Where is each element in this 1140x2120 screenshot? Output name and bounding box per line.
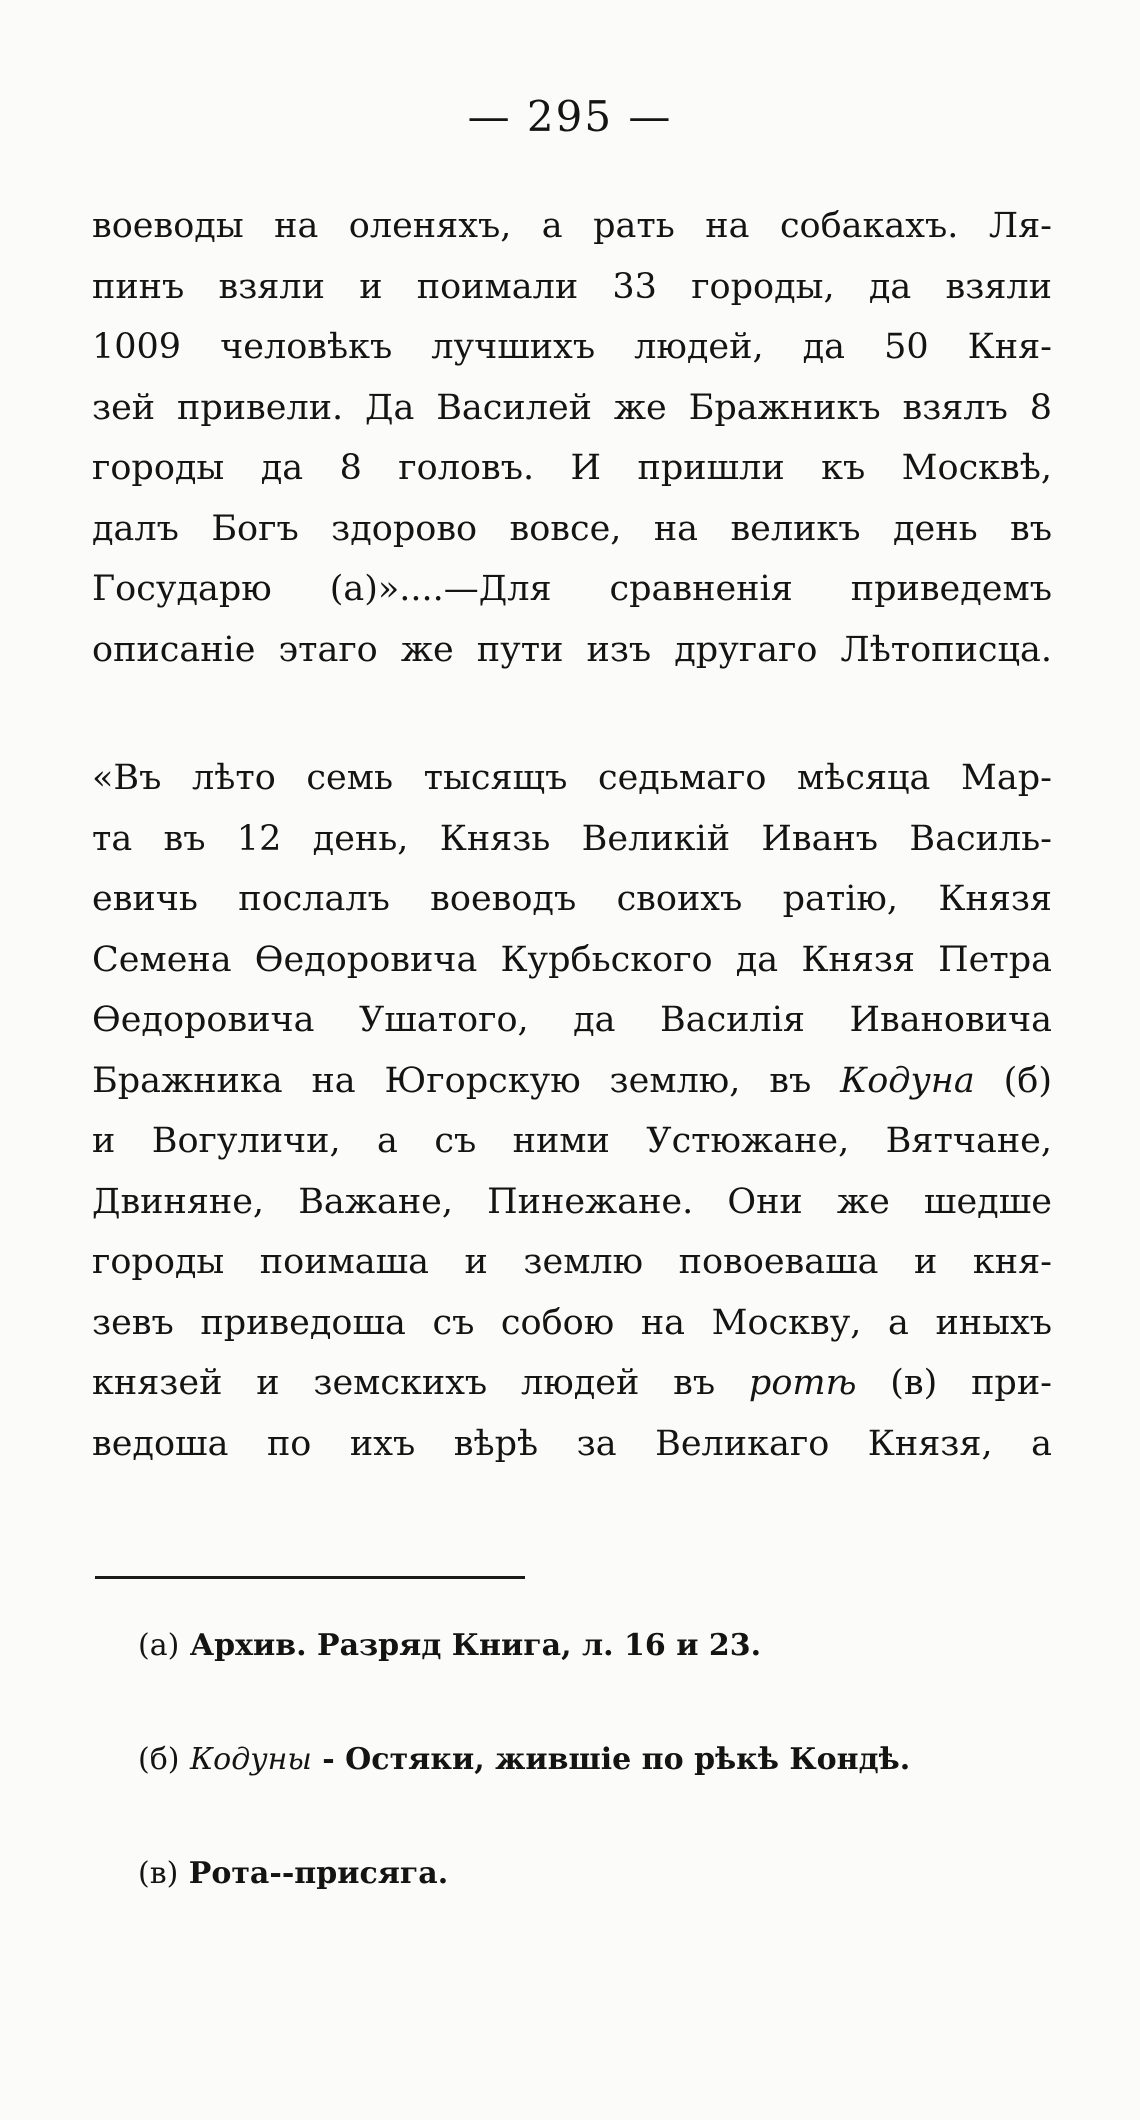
text-line bbox=[92, 1353, 1052, 1414]
footnote-separator bbox=[95, 1576, 525, 1579]
page-number: — 295 — bbox=[467, 92, 673, 141]
text-segment: (в) при- bbox=[856, 1363, 1052, 1403]
text-line: зей привели. Да Василей же Бражникъ взялъ 8 bbox=[92, 387, 1052, 428]
text-line: городы поимаша и землю повоеваша и кня- bbox=[92, 1242, 1052, 1282]
italic-place-name: Кодуна bbox=[840, 1060, 975, 1101]
paragraph-1 bbox=[92, 196, 1052, 680]
text-line: Семена Ѳедоровича Курбьского да Князя Петра bbox=[92, 939, 1052, 980]
text-line: евичь послалъ воеводъ своихъ ратію, Князя bbox=[92, 879, 1052, 919]
text-line: 1009 человѣкъ лучшихъ людей, да 50 Кня- bbox=[92, 327, 1052, 367]
text-segment: князей и земскихъ людей въ bbox=[92, 1363, 749, 1403]
text-line: воеводы на оленяхъ, а рать на собакахъ. Ля- bbox=[92, 206, 1052, 246]
text-line: далъ Богъ здорово вовсе, на великъ день въ bbox=[92, 508, 1052, 549]
text-line bbox=[92, 1051, 1052, 1112]
footnote-mark: (а) bbox=[138, 1628, 180, 1663]
footnote-v bbox=[138, 1856, 910, 1970]
footnote-mark: (в) bbox=[138, 1856, 179, 1891]
text-line: ведоша по ихъ вѣрѣ за Великаго Князя, а bbox=[92, 1423, 1052, 1464]
footnote-b bbox=[138, 1742, 910, 1856]
text-line: та въ 12 день, Князь Великій Иванъ Василь- bbox=[92, 818, 1052, 859]
footnote-text: Рота--присяга. bbox=[188, 1856, 449, 1891]
footnote-italic-term: Кодуны bbox=[189, 1742, 312, 1777]
text-line: пинъ взяли и поимали 33 городы, да взяли bbox=[92, 266, 1052, 307]
text-line: городы да 8 головъ. И пришли къ Москвѣ, bbox=[92, 448, 1052, 488]
text-line: описаніе этаго же пути изъ другаго Лѣтописца. bbox=[92, 629, 1052, 670]
footnote-a bbox=[138, 1628, 910, 1742]
text-line: Ѳедоровича Ушатого, да Василія Ивановича bbox=[92, 1000, 1052, 1040]
footnote-text: Архив. Разряд Книга, л. 16 и 23. bbox=[189, 1628, 762, 1663]
text-line: Двиняне, Важане, Пинежане. Они же шедше bbox=[92, 1181, 1052, 1222]
footnote-text: - Остяки, жившіе по рѣкѣ Кондѣ. bbox=[311, 1742, 911, 1777]
footnote-mark: (б) bbox=[138, 1742, 180, 1777]
paragraph-2 bbox=[92, 748, 1052, 1474]
text-segment: (б) bbox=[974, 1060, 1052, 1101]
text-line: Государю (а)»....—Для сравненія приведемъ bbox=[92, 569, 1052, 609]
italic-word: ротѣ bbox=[748, 1363, 857, 1403]
text-line: зевъ приведоша съ собою на Москву, а иныхъ bbox=[92, 1302, 1052, 1343]
text-segment: Бражника на Югорскую землю, въ bbox=[92, 1060, 841, 1101]
text-line: и Вогуличи, а съ ними Устюжане, Вятчане, bbox=[92, 1121, 1052, 1161]
text-line: «Въ лѣто семь тысящъ седьмаго мѣсяца Мар- bbox=[92, 758, 1052, 798]
footnotes bbox=[138, 1628, 910, 1970]
